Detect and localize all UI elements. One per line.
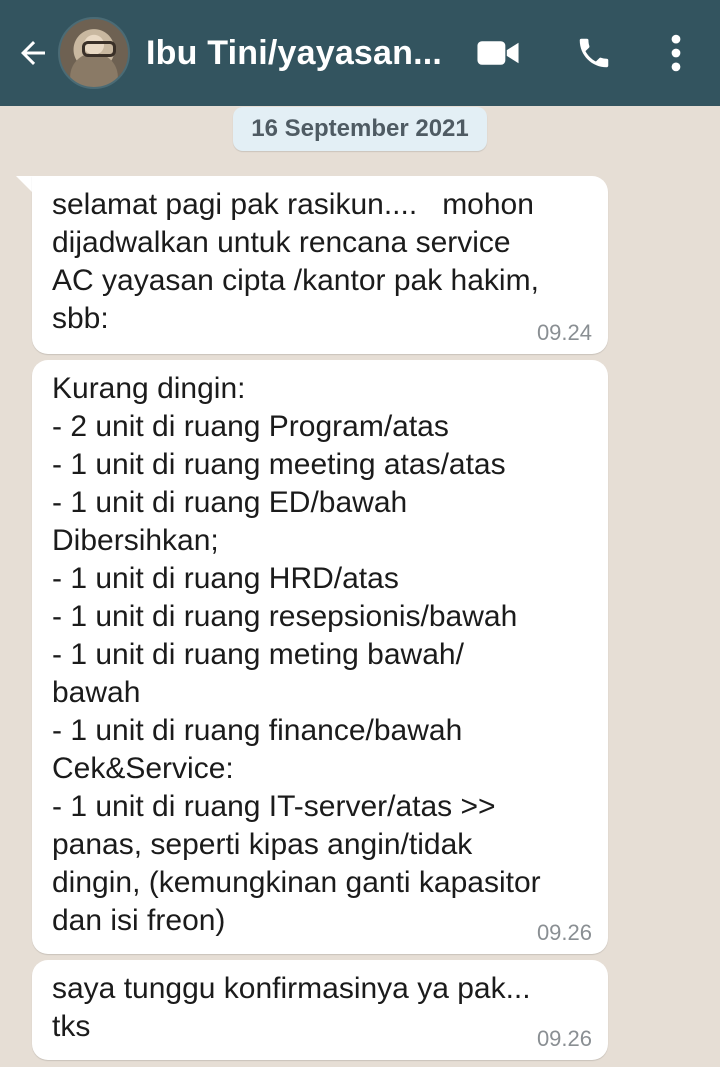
message-text: selamat pagi pak rasikun.... mohon dijadwalkan untuk rencana service AC yayasan cipta /kantor pak hakim, sbb:	[52, 188, 539, 335]
video-call-button[interactable]	[470, 30, 526, 76]
message-time: 09.26	[536, 1026, 592, 1051]
message-time: 09.24	[536, 320, 592, 345]
message-bubble[interactable]	[32, 360, 608, 954]
more-vertical-icon	[670, 34, 682, 72]
arrow-left-icon	[15, 35, 51, 71]
back-button[interactable]	[10, 30, 56, 76]
phone-icon	[575, 34, 613, 72]
message-time: 09.26	[536, 920, 592, 945]
message-text: Kurang dingin: - 2 unit di ruang Program/atas - 1 unit di ruang meeting atas/atas - 1 unit di ruang ED/bawah Dibersihkan; - 1 unit di ruang HRD/atas - 1 unit di ruang resepsionis/bawah - 1 unit di ruang meting bawah/ bawah - 1 unit di ruang finance/bawah Cek&Service: - 1 unit di ruang IT-server/atas >> panas, seperti kipas angin/tidak dingin, (kemungkinan ganti kapasitor dan isi freon)	[52, 372, 541, 937]
contact-name[interactable]: Ibu Tini/yayasan...	[146, 33, 443, 72]
date-label: 16 September 2021	[233, 107, 486, 151]
avatar[interactable]	[58, 17, 130, 89]
message-text: saya tunggu konfirmasinya ya pak... tks	[52, 972, 531, 1043]
chat-header	[0, 0, 720, 106]
voice-call-button[interactable]	[566, 30, 622, 76]
date-divider	[0, 107, 720, 151]
menu-button[interactable]	[654, 30, 698, 76]
message-bubble[interactable]	[32, 960, 608, 1060]
message-bubble[interactable]	[32, 176, 608, 354]
video-camera-icon	[476, 38, 520, 68]
